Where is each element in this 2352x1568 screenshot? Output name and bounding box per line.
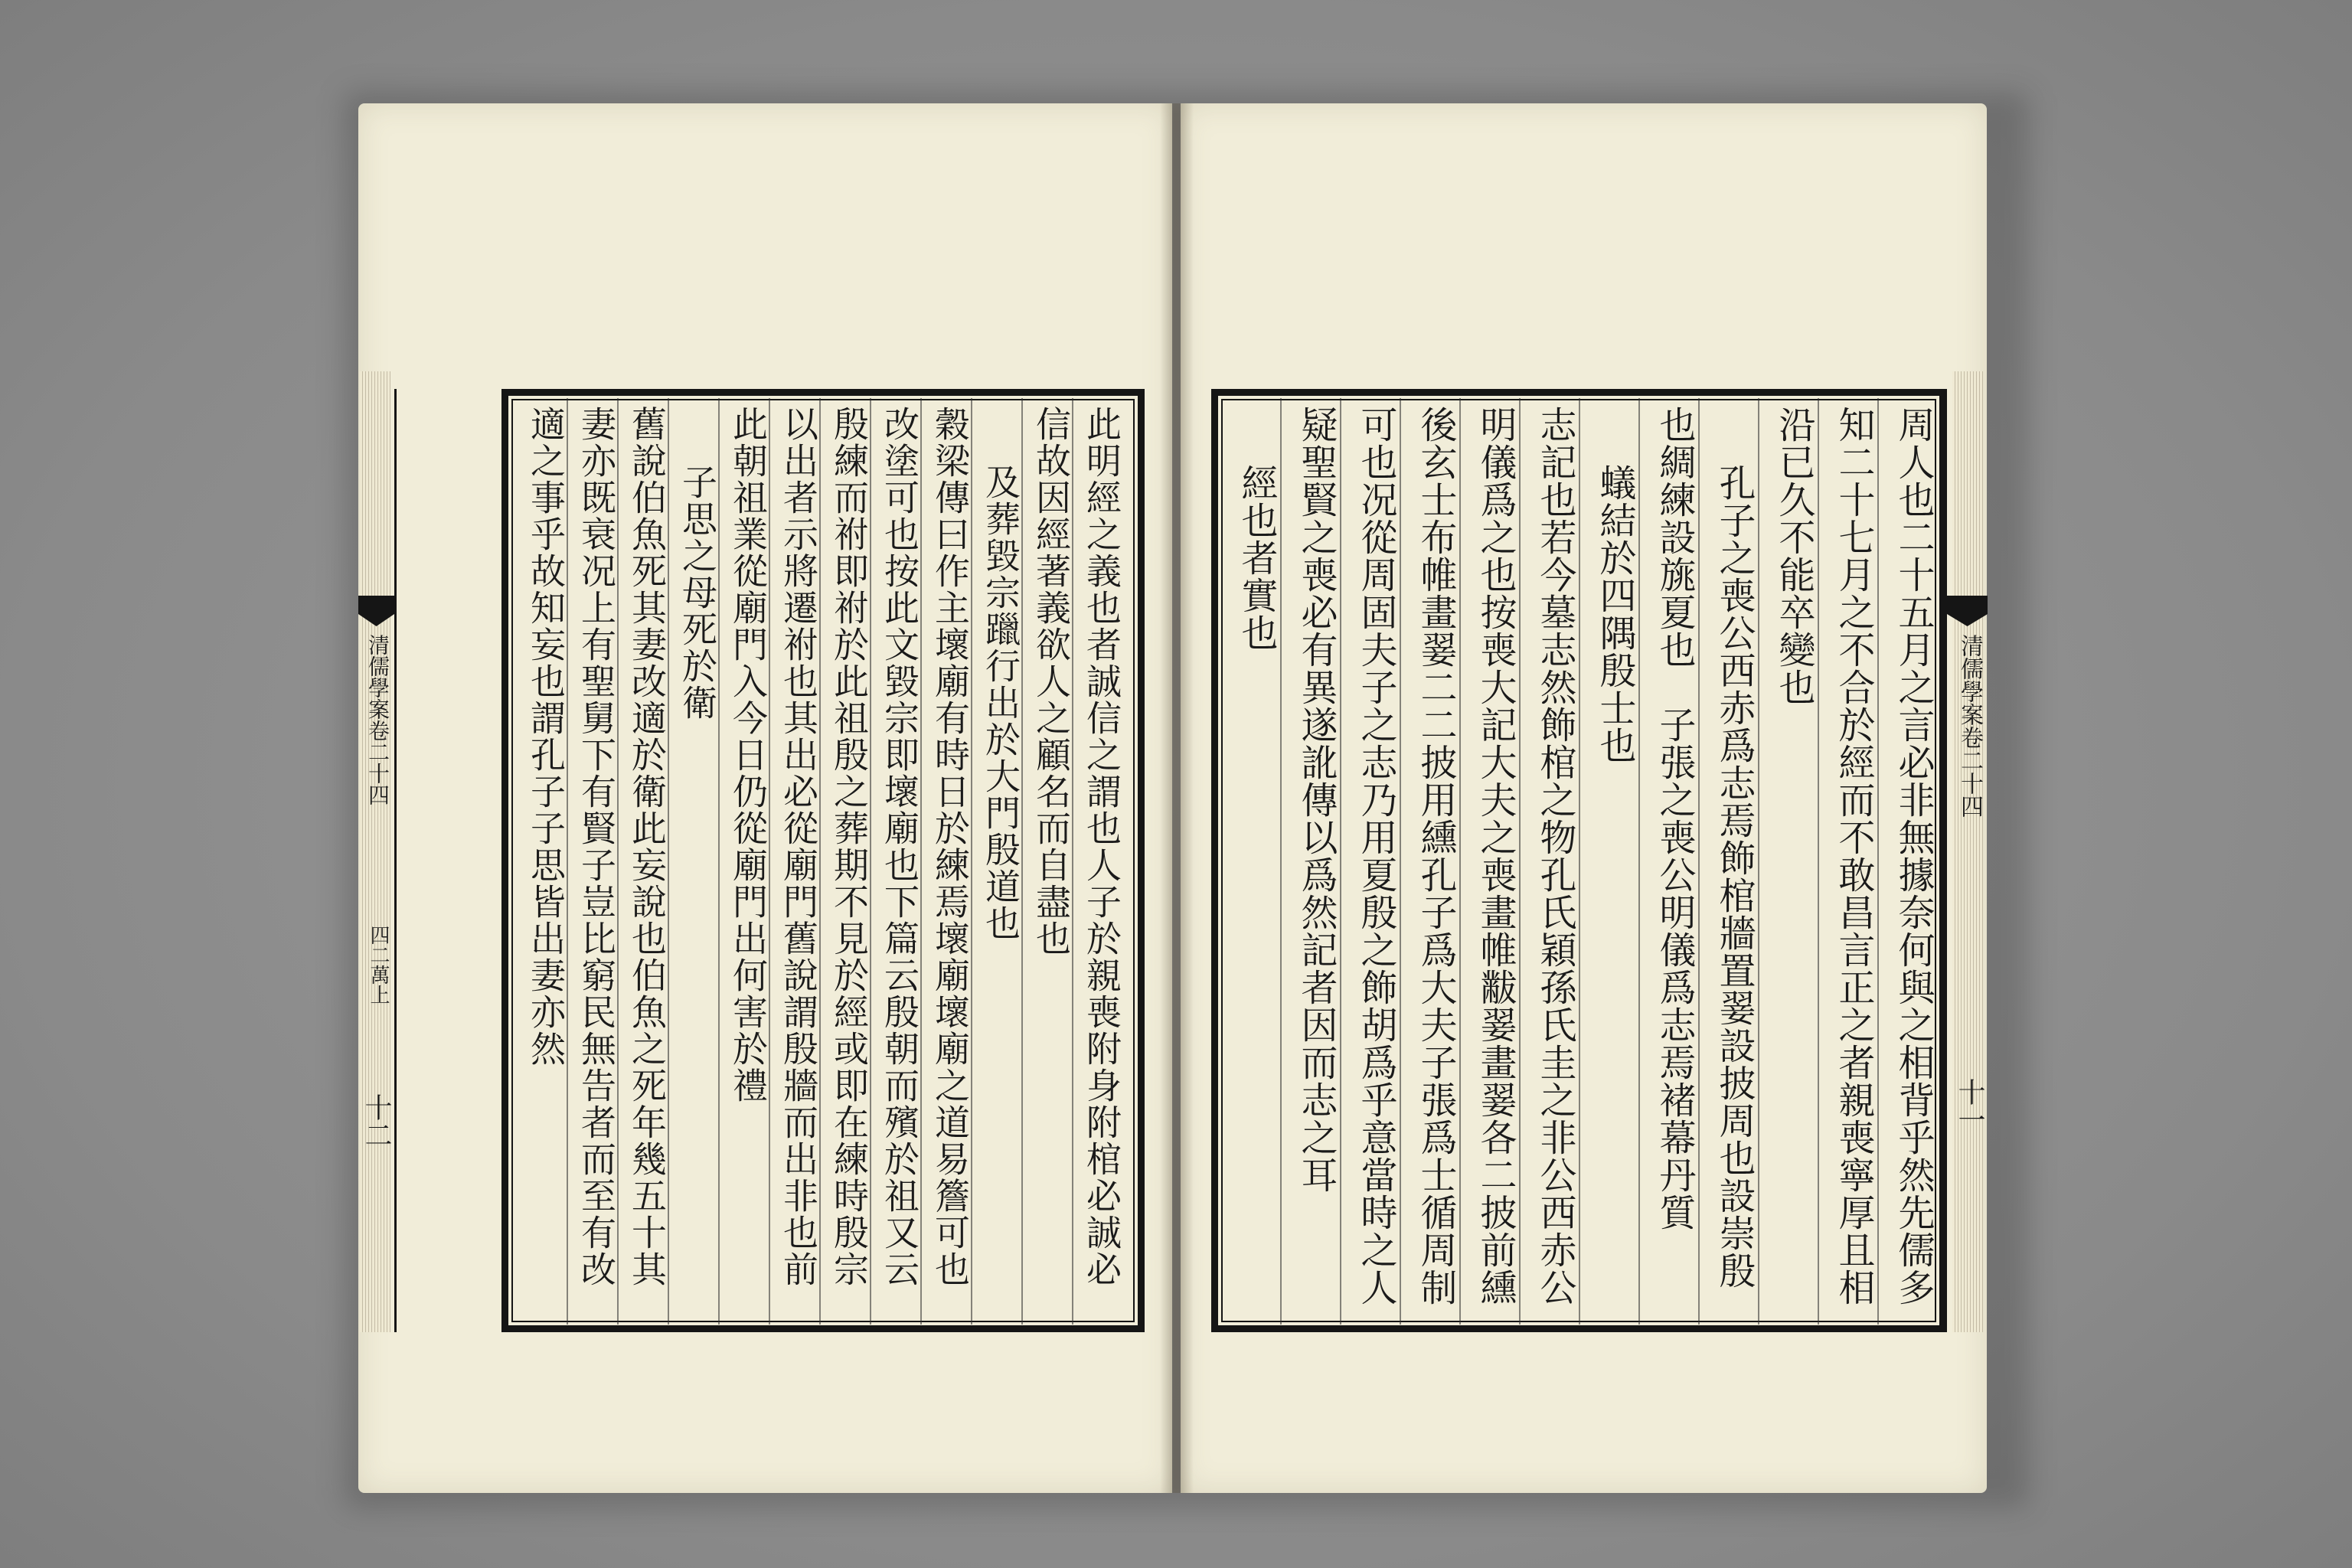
text-column: 殷練而祔即祔於此祖殷之葬期不見於經或即在練時殷宗 xyxy=(828,406,870,1288)
text-column: 志記也若今墓志然飾棺之物孔氏穎孫氏圭之非公西赤公 xyxy=(1534,406,1576,1306)
text-column: 可也况從周固夫子之志乃用夏殷之飾胡爲乎意當時之人 xyxy=(1354,406,1397,1306)
text-column: 也綢練設旐夏也 子張之喪公明儀爲志焉褚幕丹質 xyxy=(1653,406,1696,1231)
text-column: 妻亦既衰况上有聖舅下有賢子豈比窮民無告者而至有改 xyxy=(576,406,617,1288)
fold-title: 清儒學案卷二十四 xyxy=(365,634,390,805)
text-column: 穀梁傳曰作主壞廟有時日於練焉壞廟壞廟之道易簷可也 xyxy=(929,406,971,1288)
text-column: 適之事乎故知妄也謂孔子子思皆出妻亦然 xyxy=(525,406,567,1067)
left-fold-column xyxy=(358,389,397,1332)
text-column: 後玄士布帷畫翣二二披用纁孔子爲大夫子張爲士循周制 xyxy=(1414,406,1457,1306)
text-column: 明儀爲之也按喪大記大夫之喪畫帷黻翣畫翣各二披前纁 xyxy=(1474,406,1517,1306)
text-column: 經也者實也 xyxy=(1235,464,1278,652)
folio-number: 十一 xyxy=(1954,1078,1985,1133)
fold-title: 清儒學案卷二十四 xyxy=(1956,634,1983,818)
book-gutter xyxy=(1160,103,1194,1493)
fishtail-mark xyxy=(358,596,394,626)
text-column: 及葬毀宗躐行出於大門殷道也 xyxy=(980,464,1021,942)
text-column: 改塗可也按此文毀宗即壞廟也下篇云殷朝而殯於祖又云 xyxy=(879,406,920,1288)
text-column: 知二十七月之不合於經而不敢昌言正之者親喪寧厚且相 xyxy=(1832,406,1875,1306)
fold-subtitle: 四二萬上 xyxy=(367,925,390,1004)
text-column: 子思之母死於衛 xyxy=(677,464,718,721)
text-column: 疑聖賢之喪必有異遂訛傳以爲然記者因而志之耳 xyxy=(1295,406,1338,1194)
fishtail-mark xyxy=(1947,596,1988,626)
text-column: 信故因經著義欲人之顧名而自盡也 xyxy=(1031,406,1072,957)
text-column: 蟻結於四隅殷士也 xyxy=(1593,464,1636,764)
text-column: 舊說伯魚死其妻改適於衛此妄說也伯魚之死年幾五十其 xyxy=(626,406,668,1288)
text-column: 此朝祖業從廟門入今日仍從廟門出何害於禮 xyxy=(727,406,769,1104)
text-column: 周人也二十五月之言必非無據奈何與之相背乎然先儒多 xyxy=(1892,406,1935,1306)
text-column: 此明經之義也者誠信之謂也人子於親喪附身附棺必誠必 xyxy=(1081,406,1122,1288)
text-column: 沿已久不能卒變也 xyxy=(1772,406,1815,706)
text-column: 以出者示將遷祔也其出必從廟門舊說謂殷牆而出非也前 xyxy=(778,406,819,1288)
folio-number: 十二 xyxy=(361,1093,392,1148)
text-column: 孔子之喪公西赤爲志焉飾棺牆置翣設披周也設崇殷 xyxy=(1713,464,1756,1289)
right-fold-column xyxy=(1945,389,1988,1332)
